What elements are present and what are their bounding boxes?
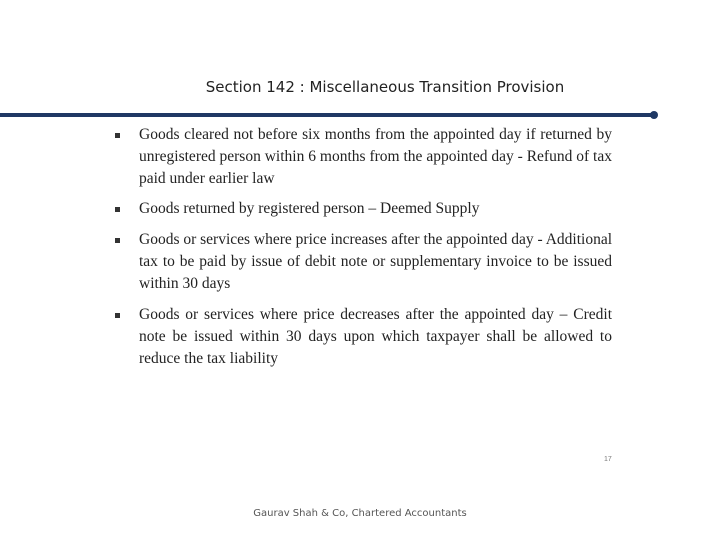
square-bullet-icon bbox=[115, 313, 120, 318]
bullet-item bbox=[112, 124, 612, 190]
bullet-text: Goods cleared not before six months from the appointed day if returned by unregistered person within 6 months from the appointed day - Refund of tax paid under earlier law bbox=[139, 126, 612, 187]
bullet-list bbox=[112, 124, 612, 378]
footer-text: Gaurav Shah & Co, Chartered Accountants bbox=[253, 508, 467, 519]
title-divider bbox=[0, 113, 654, 117]
square-bullet-icon bbox=[115, 207, 120, 212]
divider-end-dot bbox=[650, 111, 658, 119]
square-bullet-icon bbox=[115, 238, 120, 243]
slide-title: Section 142 : Miscellaneous Transition Provision bbox=[205, 78, 565, 96]
bullet-item bbox=[112, 304, 612, 370]
bullet-text: Goods or services where price decreases after the appointed day – Credit note be issued within 30 days upon which taxpayer shall be allowed to reduce the tax liability bbox=[139, 306, 612, 367]
square-bullet-icon bbox=[115, 133, 120, 138]
bullet-text: Goods or services where price increases after the appointed day - Additional tax to be paid by issue of debit note or supplementary invoice to be issued within 30 days bbox=[139, 231, 613, 292]
bullet-item bbox=[112, 198, 612, 220]
page-number: 17 bbox=[604, 456, 612, 463]
bullet-item bbox=[112, 229, 612, 295]
bullet-text: Goods returned by registered person – Deemed Supply bbox=[139, 200, 480, 217]
